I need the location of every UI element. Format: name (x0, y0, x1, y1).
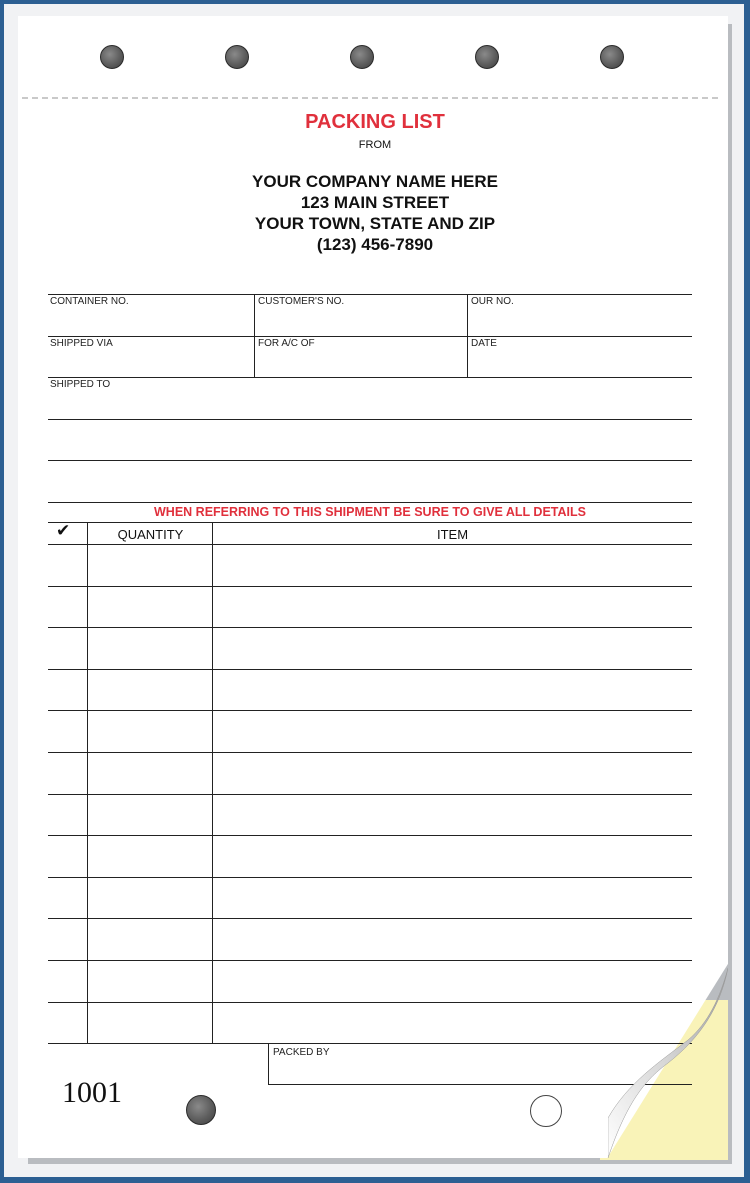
customers-no-field[interactable]: CUSTOMER'S NO. (258, 296, 345, 307)
punch-hole-icon (530, 1095, 562, 1127)
field-rule (48, 294, 692, 295)
container-no-field[interactable]: CONTAINER NO. (50, 296, 129, 307)
table-row[interactable] (48, 1002, 692, 1003)
field-divider (254, 294, 255, 377)
field-rule (48, 336, 692, 337)
table-row[interactable] (48, 1043, 692, 1044)
table-row[interactable] (48, 960, 692, 961)
table-row[interactable] (48, 669, 692, 670)
quantity-header: QUANTITY (117, 527, 184, 542)
punch-hole-icon (100, 45, 124, 69)
for-ac-of-field[interactable]: FOR A/C OF (258, 338, 315, 349)
punch-hole-icon (225, 45, 249, 69)
shipped-to-field[interactable]: SHIPPED TO (50, 379, 111, 390)
our-no-field[interactable]: OUR NO. (471, 296, 514, 307)
perforation-line (22, 97, 718, 99)
table-row[interactable] (48, 877, 692, 878)
serial-number: 1001 (62, 1076, 122, 1109)
field-rule (48, 502, 692, 503)
from-label: FROM (358, 139, 392, 151)
table-row[interactable] (48, 794, 692, 795)
field-rule (48, 460, 692, 461)
checkmark-icon: ✔ (56, 521, 71, 540)
packed-by-divider (268, 1043, 269, 1084)
item-header: ITEM (436, 527, 469, 542)
company-name: YOUR COMPANY NAME HERE (252, 172, 498, 191)
field-rule (48, 377, 692, 378)
punch-hole-icon (600, 45, 624, 69)
table-divider (87, 522, 88, 1043)
table-row[interactable] (48, 627, 692, 628)
packed-by-field[interactable]: PACKED BY (273, 1047, 330, 1058)
company-street: 123 MAIN STREET (300, 193, 450, 212)
table-row[interactable] (48, 752, 692, 753)
punch-hole-icon (475, 45, 499, 69)
table-row[interactable] (48, 710, 692, 711)
table-row[interactable] (48, 586, 692, 587)
company-phone: (123) 456-7890 (316, 235, 434, 254)
table-row[interactable] (48, 544, 692, 545)
company-city: YOUR TOWN, STATE AND ZIP (254, 214, 496, 233)
table-row[interactable] (48, 835, 692, 836)
shipped-via-field[interactable]: SHIPPED VIA (50, 338, 113, 349)
page-curl-icon (608, 968, 728, 1158)
punch-hole-icon (186, 1095, 216, 1125)
table-rule (48, 522, 692, 523)
punch-hole-icon (350, 45, 374, 69)
field-divider (467, 294, 468, 377)
date-field[interactable]: DATE (471, 338, 497, 349)
form-title: PACKING LIST (305, 111, 445, 133)
table-row[interactable] (48, 918, 692, 919)
table-divider (212, 522, 213, 1043)
field-rule (48, 419, 692, 420)
shipment-notice: WHEN REFERRING TO THIS SHIPMENT BE SURE TO GIVE ALL DETAILS (154, 505, 586, 519)
